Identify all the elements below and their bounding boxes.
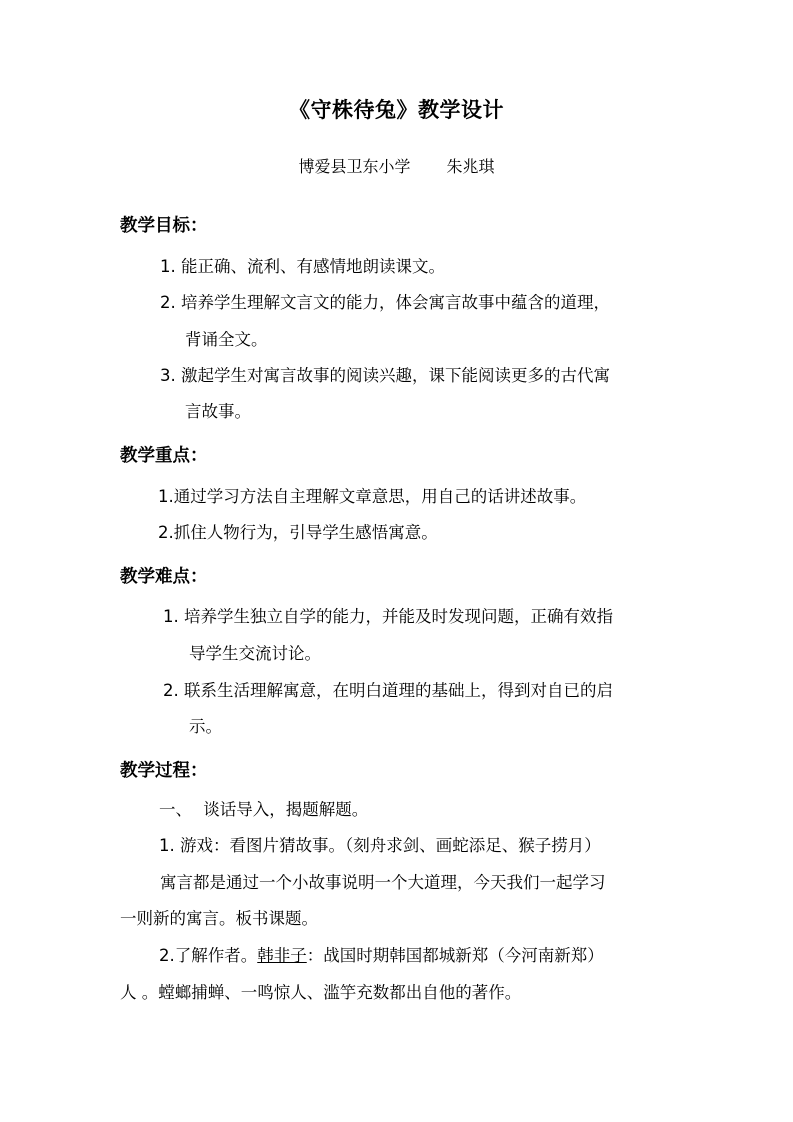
author-name: 朱兆琪 [446, 157, 495, 176]
process-paragraph-continuation: 一则新的寓言。板书课题。 [120, 909, 318, 928]
section-heading-process: 教学过程： [120, 761, 208, 781]
process-author-intro-continuation: 人 。螳螂捕蝉、一鸣惊人、滥竽充数都出自他的著作。 [120, 983, 522, 1002]
difficulty-item-continuation: 示。 [189, 717, 222, 736]
section-heading-key-points: 教学重点： [120, 446, 208, 466]
key-point-item: 2.抓住人物行为，引导学生感悟寓意。 [158, 523, 438, 542]
process-paragraph: 寓言都是通过一个小故事说明一个大道理，今天我们一起学习 [160, 873, 606, 892]
section-heading-difficulties: 教学难点： [120, 567, 208, 587]
goal-item: 3. 激起学生对寓言故事的阅读兴趣，课下能阅读更多的古代寓 [160, 366, 610, 385]
author-school: 博爱县卫东小学 [298, 157, 411, 176]
process-step: 一、 谈话导入，揭题解题。 [159, 800, 369, 819]
key-point-item: 1.通过学习方法自主理解文章意思，用自己的话讲述故事。 [158, 487, 587, 506]
section-heading-goals: 教学目标： [120, 216, 208, 236]
author-intro-rest: ：战国时期韩国都城新郑（今河南新郑） [306, 946, 604, 965]
document-title: 《守株待兔》教学设计 [289, 98, 504, 122]
goal-item: 1. 能正确、流利、有感情地朗读课文。 [160, 257, 445, 276]
author-line [0, 154, 793, 177]
difficulty-item: 2. 联系生活理解寓意，在明白道理的基础上，得到对自已的启 [163, 681, 613, 700]
goal-item-continuation: 言故事。 [185, 402, 251, 421]
goal-item: 2. 培养学生理解文言文的能力，体会寓言故事中蕴含的道理， [160, 293, 610, 312]
author-intro-prefix: 2.了解作者。 [159, 946, 258, 965]
goal-item-continuation: 背诵全文。 [185, 330, 268, 349]
process-author-intro [159, 946, 604, 966]
difficulty-item: 1. 培养学生独立自学的能力，并能及时发现问题，正确有效指 [163, 607, 613, 626]
author-intro-name: 韩非子 [257, 946, 307, 965]
difficulty-item-continuation: 导学生交流讨论。 [189, 644, 321, 663]
process-game: 1. 游戏：看图片猜故事。（刻舟求剑、画蛇添足、猴子捞月） [159, 836, 601, 855]
